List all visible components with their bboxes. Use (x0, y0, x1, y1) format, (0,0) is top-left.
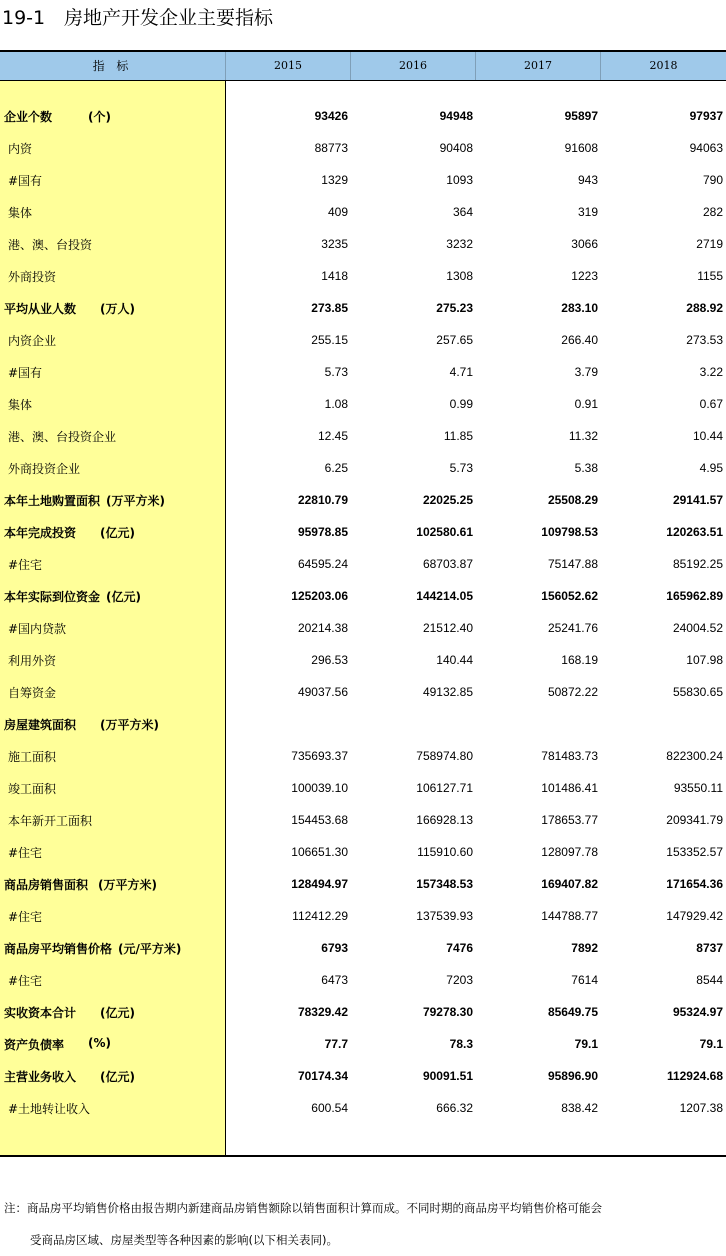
row-value-2015: 112412.29 (292, 909, 348, 923)
row-value-2018: 153352.57 (666, 845, 723, 859)
table-row (0, 388, 726, 420)
row-indicator (0, 524, 226, 541)
row-value-2016: 275.23 (436, 301, 473, 315)
row-indicator (0, 940, 226, 957)
row-value-2018: 55830.65 (672, 685, 723, 699)
row-value-2016: 758974.80 (416, 749, 473, 763)
row-value-2017: 5.38 (574, 461, 598, 475)
row-indicator (0, 1100, 226, 1117)
row-indicator (0, 492, 226, 509)
row-value-2018: 8737 (696, 941, 723, 955)
header-year-2016: 2016 (351, 52, 476, 80)
row-value-2015: 255.15 (311, 333, 348, 347)
row-value-2015: 64595.24 (297, 557, 348, 571)
table-row (0, 100, 726, 132)
row-value-2018: 790 (702, 173, 723, 187)
row-value-2017: 156052.62 (541, 589, 598, 603)
row-value-2017: 144788.77 (541, 909, 598, 923)
table-row (0, 708, 726, 740)
row-label: #住宅 (8, 909, 43, 924)
row-value-2018: 0.67 (699, 397, 723, 411)
row-value-2017: 178653.77 (541, 813, 598, 827)
row-value-2017: 319 (577, 205, 598, 219)
row-value-2017: 943 (577, 173, 598, 187)
row-value-2018: 282 (702, 205, 723, 219)
row-value-2015: 6473 (321, 973, 348, 987)
row-indicator (0, 908, 226, 925)
table-row (0, 132, 726, 164)
row-indicator (0, 588, 226, 605)
row-value-2018: 8544 (696, 973, 723, 987)
row-value-2015: 22810.79 (297, 493, 348, 507)
row-value-2018: 93550.11 (673, 781, 723, 795)
row-indicator (0, 204, 226, 221)
table-notes (4, 1192, 722, 1256)
row-value-2015: 296.53 (311, 653, 348, 667)
table-row (0, 612, 726, 644)
row-value-2016: 166928.13 (416, 813, 473, 827)
row-value-2018: 24004.52 (672, 621, 723, 635)
row-label: 施工面积 (8, 749, 57, 764)
row-unit: (万平方米) (98, 877, 157, 892)
row-value-2016: 140.44 (436, 653, 473, 667)
row-value-2017: 283.10 (561, 301, 598, 315)
row-value-2018: 288.92 (686, 301, 723, 315)
row-value-2017: 91608 (564, 141, 598, 155)
header-indicator: 指 标 (0, 52, 226, 80)
row-unit: (%) (88, 1035, 112, 1050)
row-value-2017: 7892 (571, 941, 598, 955)
row-value-2017: 3.79 (574, 365, 598, 379)
header-year-2018: 2018 (649, 59, 678, 72)
row-label: 利用外资 (8, 653, 57, 668)
row-label: 本年实际到位资金 (4, 589, 101, 604)
row-value-2016: 22025.25 (422, 493, 473, 507)
row-indicator (0, 748, 226, 765)
row-value-2016: 115910.60 (417, 845, 473, 859)
row-value-2015: 3235 (321, 237, 348, 251)
row-value-2015: 100039.10 (291, 781, 348, 795)
row-value-2016: 94948 (439, 109, 473, 123)
row-value-2016: 90408 (439, 141, 473, 155)
row-value-2017: 128097.78 (541, 845, 598, 859)
table-row (0, 324, 726, 356)
table-row (0, 356, 726, 388)
row-value-2017: 266.40 (561, 333, 598, 347)
row-unit: (万平方米) (106, 493, 165, 508)
row-value-2018: 822300.24 (666, 749, 723, 763)
row-value-2016: 106127.71 (416, 781, 473, 795)
row-value-2017: 3066 (571, 237, 598, 251)
row-value-2017: 781483.73 (541, 749, 598, 763)
row-value-2017: 7614 (571, 973, 598, 987)
row-value-2015: 273.85 (311, 301, 348, 315)
row-value-2016: 102580.61 (416, 525, 473, 539)
row-value-2016: 79278.30 (422, 1005, 473, 1019)
row-value-2015: 6793 (321, 941, 348, 955)
row-label: 商品房销售面积 (4, 877, 89, 892)
table-row (0, 740, 726, 772)
table-row (0, 580, 726, 612)
row-label: 商品房平均销售价格 (4, 941, 113, 956)
row-value-2018: 273.53 (686, 333, 723, 347)
row-value-2018: 165962.89 (666, 589, 723, 603)
table-row (0, 228, 726, 260)
row-unit: (万平方米) (100, 717, 159, 732)
table-title (0, 4, 726, 34)
row-value-2017: 25241.76 (547, 621, 598, 635)
row-value-2018: 95324.97 (672, 1005, 723, 1019)
row-value-2015: 735693.37 (291, 749, 348, 763)
table-row (0, 164, 726, 196)
row-indicator (0, 844, 226, 861)
row-indicator (0, 812, 226, 829)
row-value-2018: 1155 (697, 269, 723, 283)
row-label: 自筹资金 (8, 685, 57, 700)
row-indicator (0, 236, 226, 253)
table-row (0, 420, 726, 452)
row-value-2017: 838.42 (561, 1101, 598, 1115)
row-value-2016: 78.3 (449, 1037, 473, 1051)
row-unit: (亿元) (100, 525, 135, 540)
row-value-2016: 0.99 (449, 397, 473, 411)
row-label: 实收资本合计 (4, 1005, 77, 1020)
row-value-2015: 1329 (321, 173, 348, 187)
row-value-2018: 120263.51 (666, 525, 723, 539)
row-value-2015: 600.54 (311, 1101, 348, 1115)
row-indicator (0, 556, 226, 573)
row-label: #国有 (8, 173, 43, 188)
row-indicator (0, 1068, 226, 1085)
row-value-2017: 79.1 (574, 1037, 598, 1051)
row-unit: (亿元) (106, 589, 141, 604)
row-value-2015: 93426 (314, 109, 348, 123)
row-label: 本年土地购置面积 (4, 493, 101, 508)
row-label: 主营业务收入 (4, 1069, 77, 1084)
row-unit: (亿元) (100, 1069, 135, 1084)
row-value-2015: 154453.68 (291, 813, 348, 827)
row-value-2015: 128494.97 (291, 877, 348, 891)
row-indicator (0, 428, 226, 445)
row-value-2016: 137539.93 (416, 909, 473, 923)
table-row (0, 1060, 726, 1092)
row-value-2015: 125203.06 (291, 589, 348, 603)
note-line-1: 注：商品房平均销售价格由报告期内新建商品房销售额除以销售面积计算而成。不同时期的商品房平均销售价格可能会 (4, 1201, 602, 1215)
row-label: 集体 (8, 397, 33, 412)
row-value-2015: 70174.34 (297, 1069, 348, 1083)
row-label: 内资 (8, 141, 33, 156)
header-year-2015: 2015 (226, 52, 351, 80)
row-value-2017: 85649.75 (547, 1005, 598, 1019)
row-value-2018: 209341.79 (666, 813, 723, 827)
row-label: 资产负债率 (4, 1037, 65, 1052)
row-value-2016: 90091.51 (422, 1069, 473, 1083)
row-value-2018: 1207.38 (679, 1101, 723, 1115)
row-value-2018: 107.98 (686, 653, 723, 667)
row-value-2018: 3.22 (699, 365, 723, 379)
row-label: 集体 (8, 205, 33, 220)
row-value-2017: 109798.53 (541, 525, 598, 539)
row-value-2018: 85192.25 (672, 557, 723, 571)
row-indicator (0, 140, 226, 157)
row-value-2016: 4.71 (449, 365, 473, 379)
row-label: #土地转让收入 (8, 1101, 91, 1116)
row-value-2017: 95896.90 (547, 1069, 598, 1083)
row-value-2015: 20214.38 (297, 621, 348, 635)
row-value-2018: 171654.36 (666, 877, 723, 891)
row-unit: (元/平方米) (118, 941, 182, 956)
row-value-2017: 95897 (564, 109, 598, 123)
row-indicator (0, 364, 226, 381)
table-row (0, 772, 726, 804)
table-header (0, 52, 726, 80)
row-value-2017: 50872.22 (547, 685, 598, 699)
row-value-2017: 25508.29 (547, 493, 598, 507)
row-value-2015: 5.73 (324, 365, 348, 379)
row-indicator (0, 332, 226, 349)
table-row (0, 1028, 726, 1060)
row-value-2016: 5.73 (449, 461, 473, 475)
row-label: 房屋建筑面积 (4, 717, 77, 732)
table-row (0, 548, 726, 580)
row-value-2018: 79.1 (699, 1037, 723, 1051)
table-row (0, 900, 726, 932)
table-row (0, 964, 726, 996)
row-value-2015: 49037.56 (297, 685, 348, 699)
row-indicator (0, 1036, 226, 1053)
row-value-2017: 0.91 (574, 397, 598, 411)
row-value-2016: 11.85 (443, 429, 473, 443)
row-unit: (亿元) (100, 1005, 135, 1020)
table-number: 19-1 (2, 7, 46, 29)
row-value-2018: 97937 (689, 109, 723, 123)
row-value-2016: 3232 (446, 237, 473, 251)
row-value-2015: 1418 (321, 269, 348, 283)
table-row (0, 452, 726, 484)
row-indicator (0, 1004, 226, 1021)
row-label: 本年完成投资 (4, 525, 77, 540)
row-value-2016: 68703.87 (422, 557, 473, 571)
row-indicator (0, 652, 226, 669)
row-value-2016: 257.65 (436, 333, 473, 347)
table-row (0, 484, 726, 516)
table-row (0, 1092, 726, 1124)
table-row (0, 516, 726, 548)
row-unit: (个) (88, 109, 111, 124)
table-row (0, 676, 726, 708)
row-value-2016: 21512.40 (422, 621, 473, 635)
row-label: #住宅 (8, 845, 43, 860)
table-row (0, 292, 726, 324)
row-label: 外商投资企业 (8, 461, 81, 476)
row-indicator (0, 876, 226, 893)
row-value-2017: 169407.82 (541, 877, 598, 891)
table-row (0, 836, 726, 868)
row-value-2016: 157348.53 (416, 877, 473, 891)
row-indicator (0, 172, 226, 189)
row-value-2017: 1223 (571, 269, 598, 283)
row-value-2015: 77.7 (324, 1037, 348, 1051)
table-row (0, 868, 726, 900)
row-label: 企业个数 (4, 109, 53, 124)
row-indicator (0, 268, 226, 285)
row-value-2016: 1308 (446, 269, 473, 283)
row-indicator (0, 300, 226, 317)
table-body (0, 100, 726, 1124)
table-row (0, 804, 726, 836)
row-value-2015: 409 (327, 205, 348, 219)
row-label: 内资企业 (8, 333, 57, 348)
header-year-2017: 2017 (476, 52, 601, 80)
row-indicator (0, 972, 226, 989)
row-indicator (0, 396, 226, 413)
row-value-2016: 7203 (446, 973, 473, 987)
row-label: #国内贷款 (8, 621, 67, 636)
row-value-2018: 94063 (689, 141, 723, 155)
row-indicator (0, 780, 226, 797)
row-label: #住宅 (8, 557, 43, 572)
row-label: 竣工面积 (8, 781, 57, 796)
row-value-2018: 147929.42 (666, 909, 723, 923)
row-value-2016: 7476 (446, 941, 473, 955)
row-value-2016: 1093 (446, 173, 473, 187)
row-value-2016: 666.32 (436, 1101, 473, 1115)
row-value-2018: 112924.68 (666, 1069, 723, 1083)
table-bottom-rule (0, 1155, 726, 1157)
row-label: 本年新开工面积 (8, 813, 93, 828)
row-label: 外商投资 (8, 269, 57, 284)
row-value-2017: 101486.41 (541, 781, 598, 795)
row-value-2016: 49132.85 (422, 685, 473, 699)
row-value-2015: 78329.42 (297, 1005, 348, 1019)
row-label: #国有 (8, 365, 43, 380)
row-value-2018: 10.44 (692, 429, 723, 443)
row-label: 港、澳、台投资 (8, 237, 93, 252)
row-indicator (0, 108, 226, 125)
row-value-2017: 75147.88 (547, 557, 598, 571)
table-row (0, 644, 726, 676)
table-title-text: 房地产开发企业主要指标 (64, 7, 274, 29)
row-value-2015: 88773 (314, 141, 348, 155)
row-label: 港、澳、台投资企业 (8, 429, 117, 444)
row-value-2015: 1.08 (324, 397, 348, 411)
row-label: #住宅 (8, 973, 43, 988)
row-value-2015: 95978.85 (297, 525, 348, 539)
row-value-2016: 144214.05 (416, 589, 473, 603)
row-value-2017: 168.19 (561, 653, 598, 667)
row-value-2015: 12.45 (317, 429, 348, 443)
row-indicator (0, 460, 226, 477)
row-indicator (0, 716, 226, 733)
table-row (0, 260, 726, 292)
row-value-2015: 106651.30 (291, 845, 348, 859)
row-value-2018: 2719 (696, 237, 723, 251)
row-value-2015: 6.25 (324, 461, 348, 475)
table-row (0, 996, 726, 1028)
row-indicator (0, 620, 226, 637)
row-value-2018: 29141.57 (672, 493, 723, 507)
row-value-2016: 364 (452, 205, 473, 219)
row-indicator (0, 684, 226, 701)
table-row (0, 196, 726, 228)
note-line-2: 受商品房区域、房屋类型等各种因素的影响(以下相关表同)。 (30, 1233, 338, 1247)
row-value-2017: 11.32 (568, 429, 598, 443)
row-label: 平均从业人数 (4, 301, 77, 316)
table-row (0, 932, 726, 964)
row-value-2018: 4.95 (699, 461, 723, 475)
row-unit: (万人) (100, 301, 135, 316)
